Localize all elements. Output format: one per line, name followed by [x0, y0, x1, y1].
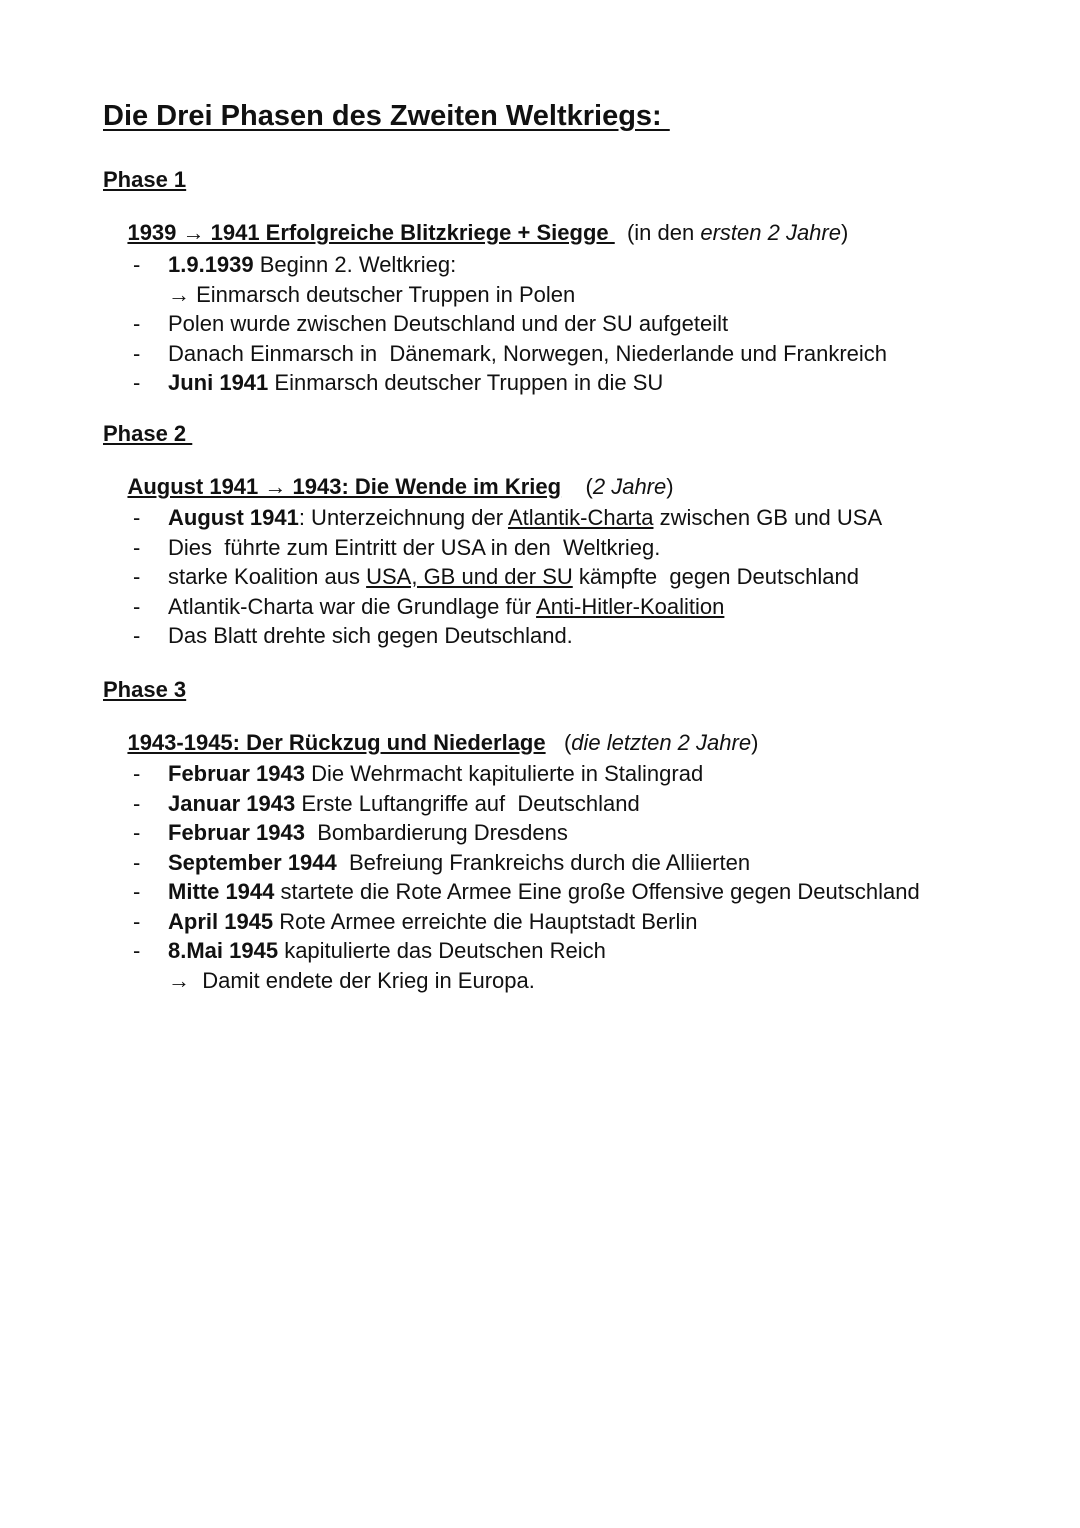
item-date: 1.9.1939 — [168, 252, 254, 277]
list-item — [133, 309, 887, 339]
bullet-dash-icon: - — [133, 505, 141, 530]
phase-3-note — [546, 730, 759, 755]
item-text: Danach Einmarsch in Dänemark, Norwegen, Niederlande und Frankreich — [168, 340, 888, 366]
bullet-dash-icon: - — [133, 820, 141, 845]
list-item — [133, 621, 882, 651]
item-date: Mitte 1944 — [168, 879, 275, 904]
continuation-text: → Damit endete der Krieg in Europa. — [168, 967, 535, 993]
item-text: Befreiung Frankreichs durch die Alliierten — [336, 849, 751, 875]
phase-3-list — [133, 759, 920, 995]
item-date: 8.Mai 1945 — [168, 938, 279, 963]
phase-3-note-italic: die letzten 2 Jahre — [571, 730, 752, 755]
list-item — [133, 818, 920, 848]
item-underlined-term: Atlantik-Charta — [507, 505, 654, 530]
list-item — [133, 848, 920, 878]
list-item — [133, 533, 882, 563]
list-item — [133, 280, 887, 310]
item-text: Rote Armee erreichte die Hauptstadt Berlin — [273, 908, 698, 934]
bullet-dash-icon: - — [133, 311, 141, 336]
phase-1-list — [133, 250, 887, 398]
phase-1-note-italic: ersten 2 Jahre — [700, 220, 841, 245]
item-text: starke Koalition aus — [168, 564, 367, 589]
phase-2-note-italic: 2 Jahre — [592, 474, 667, 499]
list-item — [133, 877, 920, 907]
item-date: April 1945 — [168, 908, 274, 934]
item-text: Polen wurde zwischen Deutschland und der SU aufgeteilt — [168, 311, 729, 336]
item-text: Einmarsch deutscher Truppen in die SU — [268, 370, 664, 395]
phase-1-note-suffix: ) — [840, 220, 849, 245]
bullet-dash-icon: - — [133, 370, 141, 395]
item-date: September 1944 — [168, 849, 337, 875]
bullet-dash-icon: - — [133, 761, 141, 786]
phase-1-label: Phase 1 — [103, 167, 187, 192]
item-text-after: zwischen GB und USA — [653, 505, 883, 530]
item-date: Januar 1943 — [168, 790, 296, 816]
bullet-dash-icon: - — [133, 564, 141, 589]
bullet-dash-icon: - — [133, 340, 141, 366]
phase-2-note-prefix: ( — [561, 474, 593, 499]
phase-2-heading-text: August 1941 → 1943: Die Wende im Krieg — [127, 474, 562, 499]
page-title: Die Drei Phasen des Zweiten Weltkriegs: — [103, 100, 670, 132]
phase-1-note-prefix: (in den — [614, 220, 701, 245]
phase-3-note-prefix: ( — [545, 730, 572, 755]
phase-2-label: Phase 2 — [103, 421, 193, 446]
phase-2-note-suffix: ) — [666, 474, 674, 499]
bullet-dash-icon: - — [133, 908, 141, 934]
list-item — [133, 562, 882, 592]
item-text: kapitulierte das Deutschen Reich — [278, 938, 606, 963]
item-text: Das Blatt drehte sich gegen Deutschland. — [168, 623, 573, 648]
list-item — [133, 250, 887, 280]
list-item — [133, 339, 887, 369]
phase-3-note-suffix: ) — [751, 730, 759, 755]
item-underlined-term: USA, GB und der SU — [366, 564, 573, 589]
item-text: Beginn 2. Weltkrieg: — [253, 252, 457, 277]
continuation-text: → Einmarsch deutscher Truppen in Polen — [168, 281, 576, 307]
item-text: Atlantik-Charta war die Grundlage für — [168, 593, 537, 619]
item-text: : Unterzeichnung der — [298, 505, 508, 530]
item-text-after: kämpfte gegen Deutschland — [572, 564, 859, 589]
item-date: Februar 1943 — [168, 820, 305, 845]
bullet-dash-icon: - — [133, 623, 141, 648]
item-date: August 1941 — [168, 505, 299, 530]
bullet-dash-icon: - — [133, 593, 141, 619]
item-text: startete die Rote Armee Eine große Offensive gegen Deutschland — [274, 879, 920, 904]
bullet-dash-icon: - — [133, 849, 141, 875]
item-text: Bombardierung Dresdens — [304, 820, 568, 845]
list-item — [133, 368, 887, 398]
item-text: Erste Luftangriffe auf Deutschland — [295, 790, 640, 816]
phase-2-list — [133, 503, 882, 651]
list-item — [133, 966, 920, 996]
list-item — [133, 789, 920, 819]
phase-3-heading-text: 1943-1945: Der Rückzug und Niederlage — [127, 730, 546, 755]
list-item — [133, 907, 920, 937]
bullet-dash-icon: - — [133, 534, 141, 560]
bullet-dash-icon: - — [133, 790, 141, 816]
item-underlined-term: Anti-Hitler-Koalition — [536, 593, 725, 619]
phase-3-label: Phase 3 — [103, 677, 187, 702]
phase-1-heading-text: 1939 → 1941 Erfolgreiche Blitzkriege + Siegge — [127, 220, 615, 245]
item-date: Juni 1941 — [168, 370, 269, 395]
list-item — [133, 592, 882, 622]
list-item — [133, 503, 882, 533]
phase-1-note — [615, 220, 849, 245]
bullet-dash-icon: - — [133, 938, 141, 963]
list-item — [133, 936, 920, 966]
phase-2-note — [561, 474, 674, 499]
item-text: Die Wehrmacht kapitulierte in Stalingrad — [304, 761, 704, 786]
bullet-dash-icon: - — [133, 879, 141, 904]
item-date: Februar 1943 — [168, 761, 305, 786]
bullet-dash-icon: - — [133, 252, 141, 277]
item-text: Dies führte zum Eintritt der USA in den Weltkrieg. — [168, 534, 661, 560]
list-item — [133, 759, 920, 789]
